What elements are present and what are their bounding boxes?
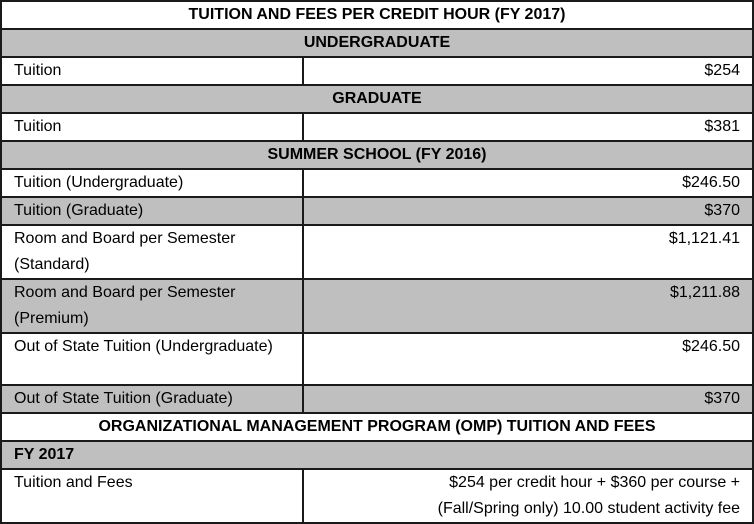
table-row bbox=[1, 469, 753, 523]
table-row bbox=[1, 225, 753, 279]
row-label: Out of State Tuition (Undergraduate) bbox=[1, 333, 303, 385]
row-value bbox=[303, 469, 753, 523]
table-row bbox=[1, 279, 753, 333]
section-header-undergraduate: UNDERGRADUATE bbox=[1, 29, 753, 57]
row-label: Tuition bbox=[1, 57, 303, 85]
table-row bbox=[1, 333, 753, 385]
section-header-graduate: GRADUATE bbox=[1, 85, 753, 113]
row-value: $370 bbox=[303, 197, 753, 225]
row-value: $246.50 bbox=[303, 333, 753, 385]
row-label: Room and Board per Semester (Standard) bbox=[1, 225, 303, 279]
row-label: Tuition (Graduate) bbox=[1, 197, 303, 225]
table-row bbox=[1, 385, 753, 413]
row-label: Tuition (Undergraduate) bbox=[1, 169, 303, 197]
row-value: $246.50 bbox=[303, 169, 753, 197]
row-label: Out of State Tuition (Graduate) bbox=[1, 385, 303, 413]
section-header-omp: ORGANIZATIONAL MANAGEMENT PROGRAM (OMP) TUITION AND FEES bbox=[1, 413, 753, 441]
row-value: $254 bbox=[303, 57, 753, 85]
row-value: $381 bbox=[303, 113, 753, 141]
section-header-summer: SUMMER SCHOOL (FY 2016) bbox=[1, 141, 753, 169]
section-subheader-fy2017: FY 2017 bbox=[1, 441, 753, 469]
row-label: Tuition and Fees bbox=[1, 469, 303, 523]
row-value-line1: $254 per credit hour + $360 per course + bbox=[449, 474, 740, 491]
row-label: Tuition bbox=[1, 113, 303, 141]
table-row bbox=[1, 57, 753, 85]
row-value: $1,121.41 bbox=[303, 225, 753, 279]
row-value: $1,211.88 bbox=[303, 279, 753, 333]
table-row bbox=[1, 169, 753, 197]
row-value-line2: (Fall/Spring only) 10.00 student activity fee bbox=[437, 500, 740, 517]
table-row bbox=[1, 197, 753, 225]
table-title: TUITION AND FEES PER CREDIT HOUR (FY 2017) bbox=[1, 1, 753, 29]
table-row bbox=[1, 113, 753, 141]
row-label: Room and Board per Semester (Premium) bbox=[1, 279, 303, 333]
row-value: $370 bbox=[303, 385, 753, 413]
